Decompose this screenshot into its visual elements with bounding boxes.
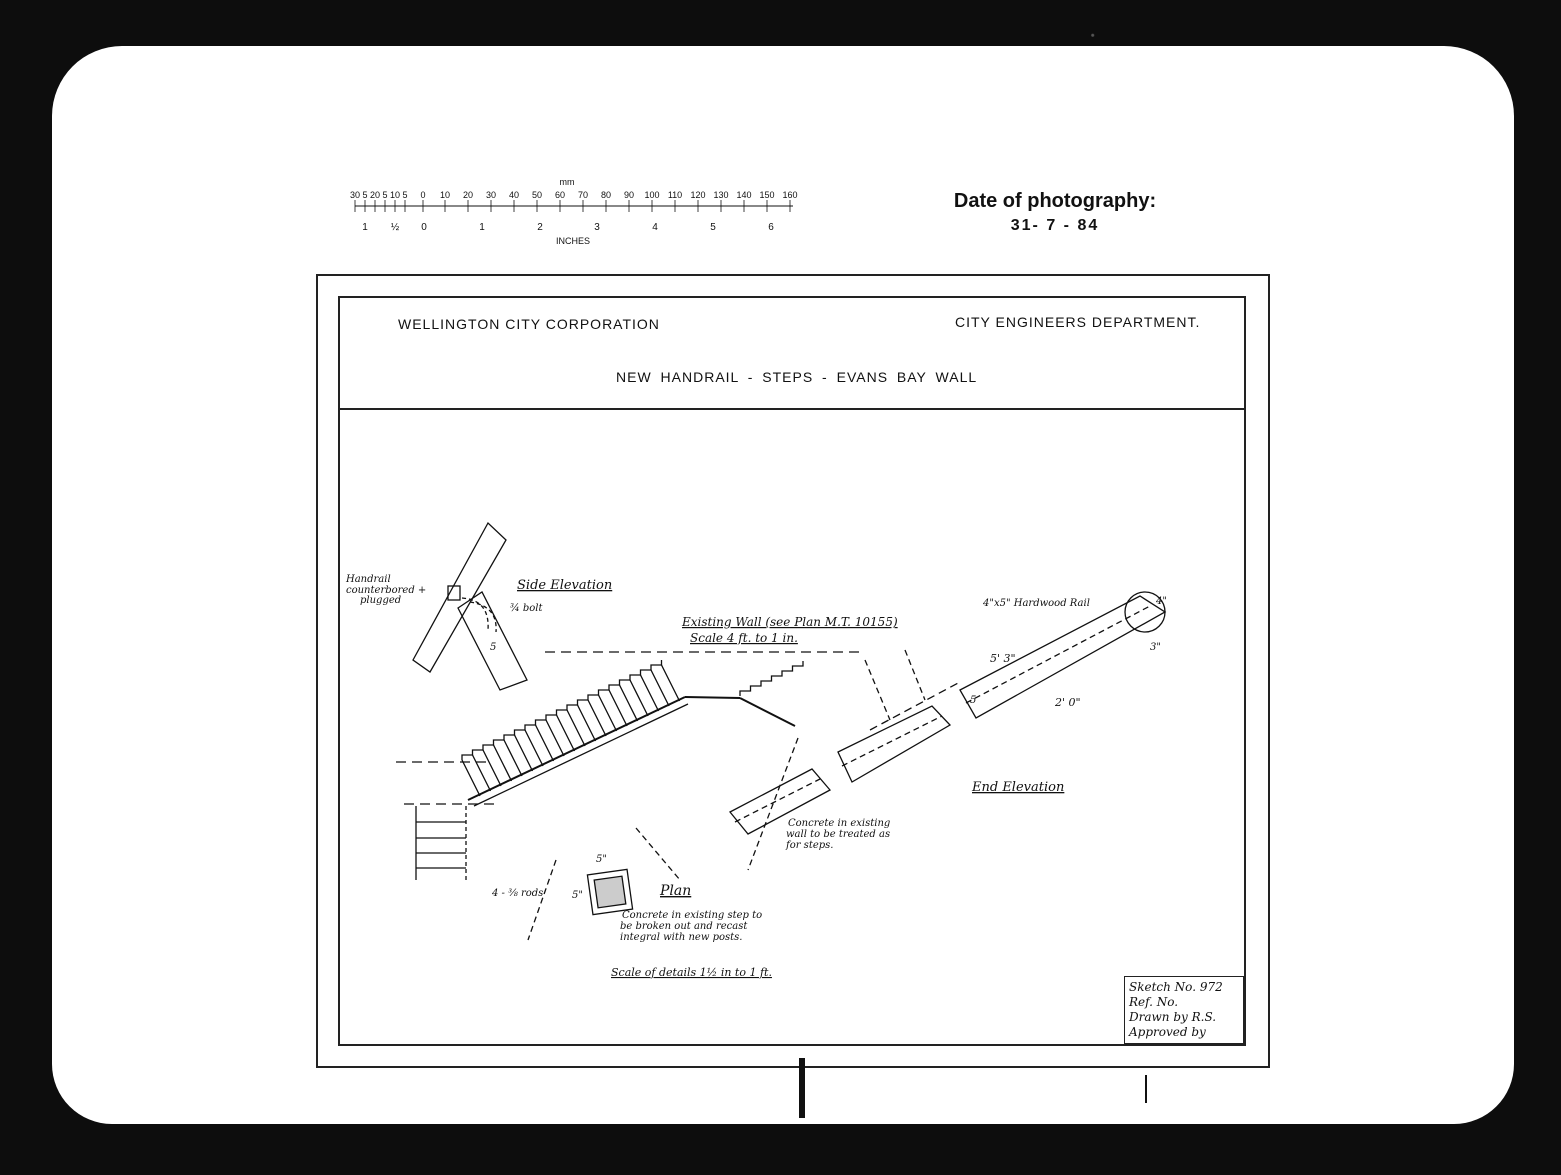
sketch-info-box bbox=[1124, 976, 1244, 1044]
mm-tick-labels bbox=[350, 190, 798, 212]
end-elevation-label: End Elevation bbox=[972, 780, 1065, 795]
rods-label: 4 - ⅜ rods bbox=[492, 888, 544, 899]
ref-number: Ref. No. bbox=[1129, 995, 1179, 1009]
bolt-label: ¾ bolt bbox=[510, 603, 543, 614]
inch-tick-label: 3 bbox=[594, 222, 600, 233]
mm-tick-label: 160 bbox=[782, 190, 798, 200]
mm-tick-label: 20 bbox=[462, 190, 474, 200]
inch-tick-label: ½ bbox=[390, 222, 400, 233]
inch-tick-label: 5 bbox=[710, 222, 716, 233]
mm-tick-label: 130 bbox=[713, 190, 729, 200]
mm-tick-label: 30 bbox=[349, 190, 361, 200]
side-elevation-label: Side Elevation bbox=[517, 578, 613, 593]
mm-tick-label: 80 bbox=[600, 190, 612, 200]
lower-steps bbox=[416, 806, 466, 880]
concrete-step-note-1: Concrete in existing step to bbox=[622, 910, 763, 921]
upper-stair-profile bbox=[740, 661, 803, 696]
mm-tick-label: 150 bbox=[759, 190, 775, 200]
hardwood-rail-label: 4"x5" Hardwood Rail bbox=[983, 598, 1090, 609]
mm-tick-label: 30 bbox=[485, 190, 497, 200]
sketch-number: Sketch No. 972 bbox=[1129, 980, 1223, 994]
plan-label: Plan bbox=[660, 883, 692, 899]
dim-4-label: 4" bbox=[1156, 596, 1167, 607]
dim-5-3-label: 5' 3" bbox=[990, 652, 1016, 665]
mm-tick-label: 5 bbox=[382, 190, 388, 200]
mm-tick-label: 90 bbox=[623, 190, 635, 200]
mm-tick-label: 5 bbox=[402, 190, 408, 200]
handrail-note-line3: plugged bbox=[360, 595, 402, 606]
mm-tick-label: 20 bbox=[369, 190, 381, 200]
inch-tick-label: 1 bbox=[479, 222, 485, 233]
handrail-note-line2: counterbored + bbox=[346, 585, 427, 596]
concrete-wall-note-3: for steps. bbox=[786, 840, 834, 851]
concrete-step-note-3: integral with new posts. bbox=[620, 932, 743, 943]
approved-by: Approved by bbox=[1129, 1025, 1206, 1039]
mm-tick-label: 110 bbox=[667, 190, 683, 200]
mm-tick-label: 0 bbox=[420, 190, 426, 200]
photo-date-label: Date of photography: bbox=[953, 190, 1157, 212]
scale-bar bbox=[345, 176, 805, 248]
mm-tick-label: 140 bbox=[736, 190, 752, 200]
inch-tick-label: 6 bbox=[768, 222, 774, 233]
mm-tick-label: 120 bbox=[690, 190, 706, 200]
organization-name: WELLINGTON CITY CORPORATION bbox=[398, 316, 660, 332]
scale-unit-inches: INCHES bbox=[555, 236, 591, 246]
dim-5-plan-top: 5" bbox=[596, 854, 607, 865]
binder-mark-small bbox=[1145, 1075, 1147, 1103]
existing-wall-label: Existing Wall (see Plan M.T. 10155) bbox=[682, 615, 898, 629]
main-scale-label: Scale 4 ft. to 1 in. bbox=[690, 631, 798, 645]
drawing-title: NEW HANDRAIL - STEPS - EVANS BAY WALL bbox=[616, 369, 978, 385]
inch-tick-label: 0 bbox=[421, 222, 427, 233]
drawn-by: Drawn by R.S. bbox=[1129, 1010, 1217, 1024]
mm-tick-label: 5 bbox=[362, 190, 368, 200]
concrete-wall-note-2: wall to be treated as bbox=[786, 829, 891, 840]
mm-tick-label: 70 bbox=[577, 190, 589, 200]
photo-date bbox=[950, 190, 1160, 235]
mm-tick-label: 60 bbox=[554, 190, 566, 200]
inch-tick-label: 2 bbox=[537, 222, 543, 233]
concrete-wall-note-1: Concrete in existing bbox=[788, 818, 891, 829]
inch-tick-labels bbox=[362, 222, 774, 233]
mm-tick-label: 50 bbox=[531, 190, 543, 200]
handrail-note-line1: Handrail bbox=[346, 574, 391, 585]
photo-date-value: 31- 7 - 84 bbox=[1010, 217, 1100, 234]
dim-5-side-elev: 5 bbox=[490, 642, 497, 653]
mm-tick-label: 40 bbox=[508, 190, 520, 200]
department-name: CITY ENGINEERS DEPARTMENT. bbox=[955, 314, 1201, 330]
mm-tick-label: 100 bbox=[644, 190, 660, 200]
dim-5-plan-side: 5" bbox=[572, 890, 583, 901]
details-scale-label: Scale of details 1½ in to 1 ft. bbox=[611, 966, 772, 979]
mm-tick-label: 10 bbox=[389, 190, 401, 200]
dim-2-0-label: 2' 0" bbox=[1055, 696, 1081, 709]
binder-mark bbox=[799, 1058, 805, 1118]
mm-tick-label: 10 bbox=[439, 190, 451, 200]
dim-5-rail-label: 5 bbox=[970, 695, 977, 706]
concrete-step-note-2: be broken out and recast bbox=[620, 921, 748, 932]
inch-tick-label: 1 bbox=[362, 222, 368, 233]
technical-drawing bbox=[340, 410, 1244, 1044]
inch-tick-label: 4 bbox=[652, 222, 658, 233]
main-steps bbox=[396, 652, 865, 806]
dim-3-label: 3" bbox=[1150, 642, 1161, 653]
scale-unit-mm: mm bbox=[559, 177, 575, 187]
